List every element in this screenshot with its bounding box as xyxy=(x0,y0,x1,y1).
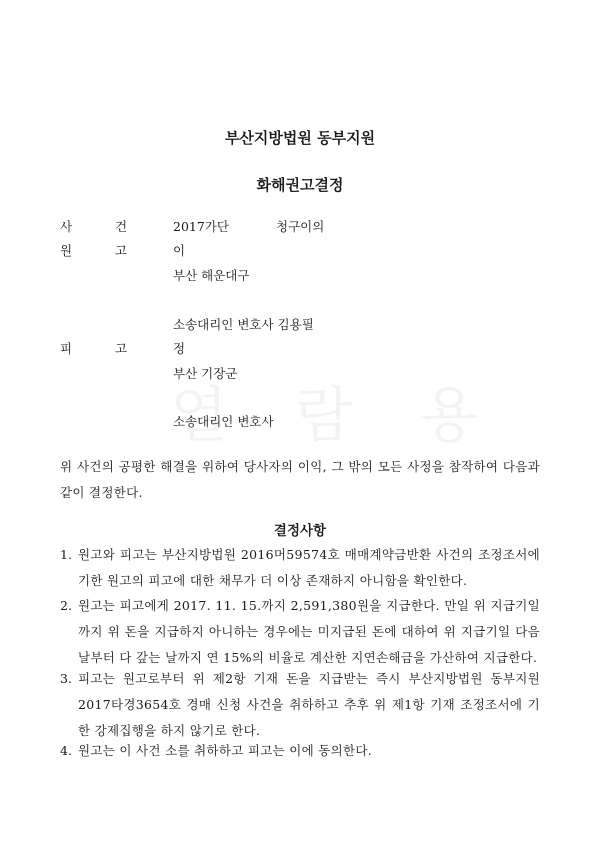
case-row xyxy=(0,217,600,235)
plaintiff-address-row xyxy=(0,266,600,284)
case-label-2: 건 xyxy=(115,219,128,234)
item-text: 원고는 이 사건 소를 취하하고 피고는 이에 동의한다. xyxy=(78,743,373,758)
item-number: 2. xyxy=(60,598,72,613)
defendant-label-1: 피 xyxy=(60,341,73,356)
defendant-name: 정 xyxy=(173,341,186,356)
plaintiff-label-1: 원 xyxy=(60,243,73,258)
plaintiff-address: 부산 해운대구 xyxy=(173,268,250,283)
item-number: 4. xyxy=(60,743,72,758)
case-label-1: 사 xyxy=(60,219,73,234)
defendant-row xyxy=(0,339,600,357)
court-name: 부산지방법원 동부지원 xyxy=(224,129,376,147)
plaintiff-counsel: 소송대리인 변호사 김용필 xyxy=(173,317,314,332)
item-text: 원고는 피고에게 2017. 11. 15.까지 2,591,380원을 지급한다. 만일 위 지급기일까지 위 돈을 지급하지 아니하는 경우에는 미지급된 돈에 대하여 위 지급기일 다음날부터 다 갚는 날까지 연 15%의 비율로 계산한 지연손해금을 가산하여 지급한다. xyxy=(78,598,540,665)
item-text: 원고와 피고는 부산지방법원 2016머59574호 매매계약금반환 사건의 조정조서에 기한 원고의 피고에 대한 채무가 더 이상 존재하지 아니함을 확인한다. xyxy=(78,547,540,588)
intro-paragraph: 위 사건의 공평한 해결을 위하여 당사자의 이익, 그 밖의 모든 사정을 참작하여 다음과 같이 결정한다. xyxy=(60,459,540,500)
case-number: 2017가단 xyxy=(173,219,229,234)
plaintiff-row xyxy=(0,241,600,259)
plaintiff-name: 이 xyxy=(173,243,186,258)
case-name: 청구이의 xyxy=(276,219,325,234)
defendant-label-2: 고 xyxy=(115,341,128,356)
defendant-address-row xyxy=(0,364,600,382)
item-text: 피고는 원고로부터 위 제2항 기재 돈을 지급받는 즉시 부산지방법원 동부지원 2017타경3654호 경매 신청 사건을 취하하고 추후 위 제1항 기재 조정조서에 기한 강제집행을 하지 않기로 한다. xyxy=(78,671,540,738)
item-number: 3. xyxy=(60,671,72,686)
plaintiff-counsel-row xyxy=(0,315,600,333)
defendant-counsel: 소송대리인 변호사 xyxy=(173,414,274,429)
plaintiff-label-2: 고 xyxy=(115,243,128,258)
defendant-address: 부산 기장군 xyxy=(173,366,238,381)
defendant-counsel-row xyxy=(0,412,600,430)
decision-heading: 결정사항 xyxy=(273,523,327,539)
item-number: 1. xyxy=(60,547,72,562)
decision-title: 화해권고결정 xyxy=(256,176,344,194)
